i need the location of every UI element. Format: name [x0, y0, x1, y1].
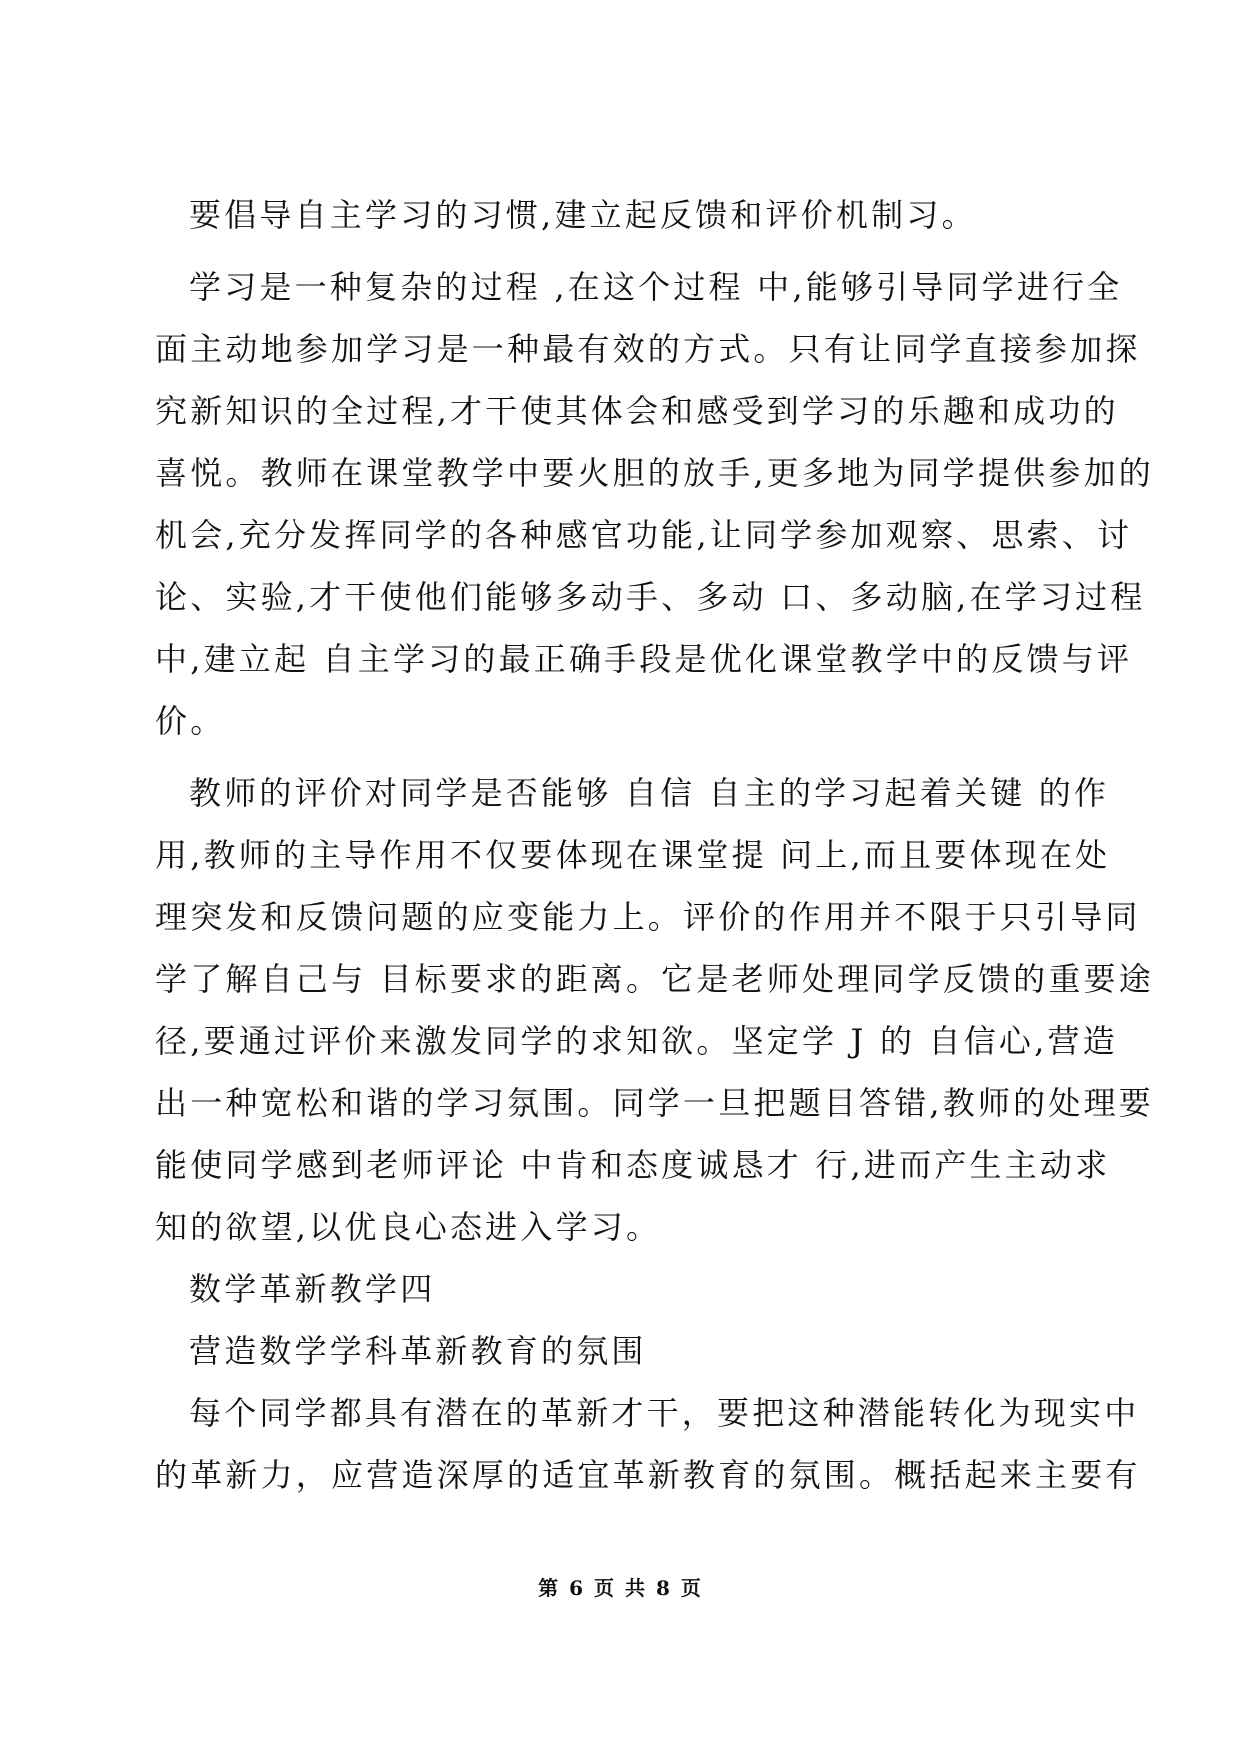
text-line: 出一种宽松和谐的学习氛围。同学一旦把题目答错,教师的处理要 [155, 1084, 1154, 1122]
document-body [155, 184, 1154, 1506]
section-subheading: 营造数学学科革新教育的氛围 [189, 1332, 647, 1370]
text-line: 知的欲望,以优良心态进入学习。 [155, 1208, 662, 1246]
text-line: 论、实验,才干使他们能够多动手、多动 口、多动脑,在学习过程 [155, 578, 1146, 616]
text-line: 教师的评价对同学是否能够 自信 自主的学习起着关键 的作 [189, 774, 1110, 812]
text-line: 学习是一种复杂的过程 ,在这个过程 中,能够引导同学进行全 [189, 268, 1123, 306]
text-line: 喜悦。教师在课堂教学中要火胆的放手,更多地为同学提供参加的 [155, 454, 1154, 492]
text-line: 价。 [155, 702, 226, 740]
text-line: 中,建立起 自主学习的最正确手段是优化课堂教学中的反馈与评 [155, 640, 1133, 678]
text-line: 究新知识的全过程,才干使其体会和感受到学习的乐趣和成功的 [155, 392, 1119, 430]
section-heading: 数学革新教学四 [189, 1270, 436, 1308]
text-line: 的革新力，应营造深厚的适宜革新教育的氛围。概括起来主要有 [155, 1456, 1141, 1494]
text-line: 能使同学感到老师评论 中肯和态度诚恳才 行,进而产生主动求 [155, 1146, 1111, 1184]
text-line: 面主动地参加学习是一种最有效的方式。只有让同学直接参加探 [155, 330, 1141, 368]
text-line: 用,教师的主导作用不仅要体现在课堂提 问上,而且要体现在处 [155, 836, 1111, 874]
text-line: 要倡导自主学习的习惯,建立起反馈和评价机制习。 [189, 196, 977, 234]
text-line: 学了解自己与 目标要求的距离。它是老师处理同学反馈的重要途 [155, 960, 1154, 998]
text-line: 机会,充分发挥同学的各种感官功能,让同学参加观察、思索、讨 [155, 516, 1133, 554]
text-line: 理突发和反馈问题的应变能力上。评价的作用并不限于只引导同 [155, 898, 1141, 936]
text-line: 径,要通过评价来激发同学的求知欲。坚定学 J 的 自信心,营造 [155, 1022, 1118, 1060]
page-number-footer: 第 6 页 共 8 页 [538, 1576, 703, 1600]
text-line: 每个同学都具有潜在的革新才干，要把这种潜能转化为现实中 [189, 1394, 1140, 1432]
